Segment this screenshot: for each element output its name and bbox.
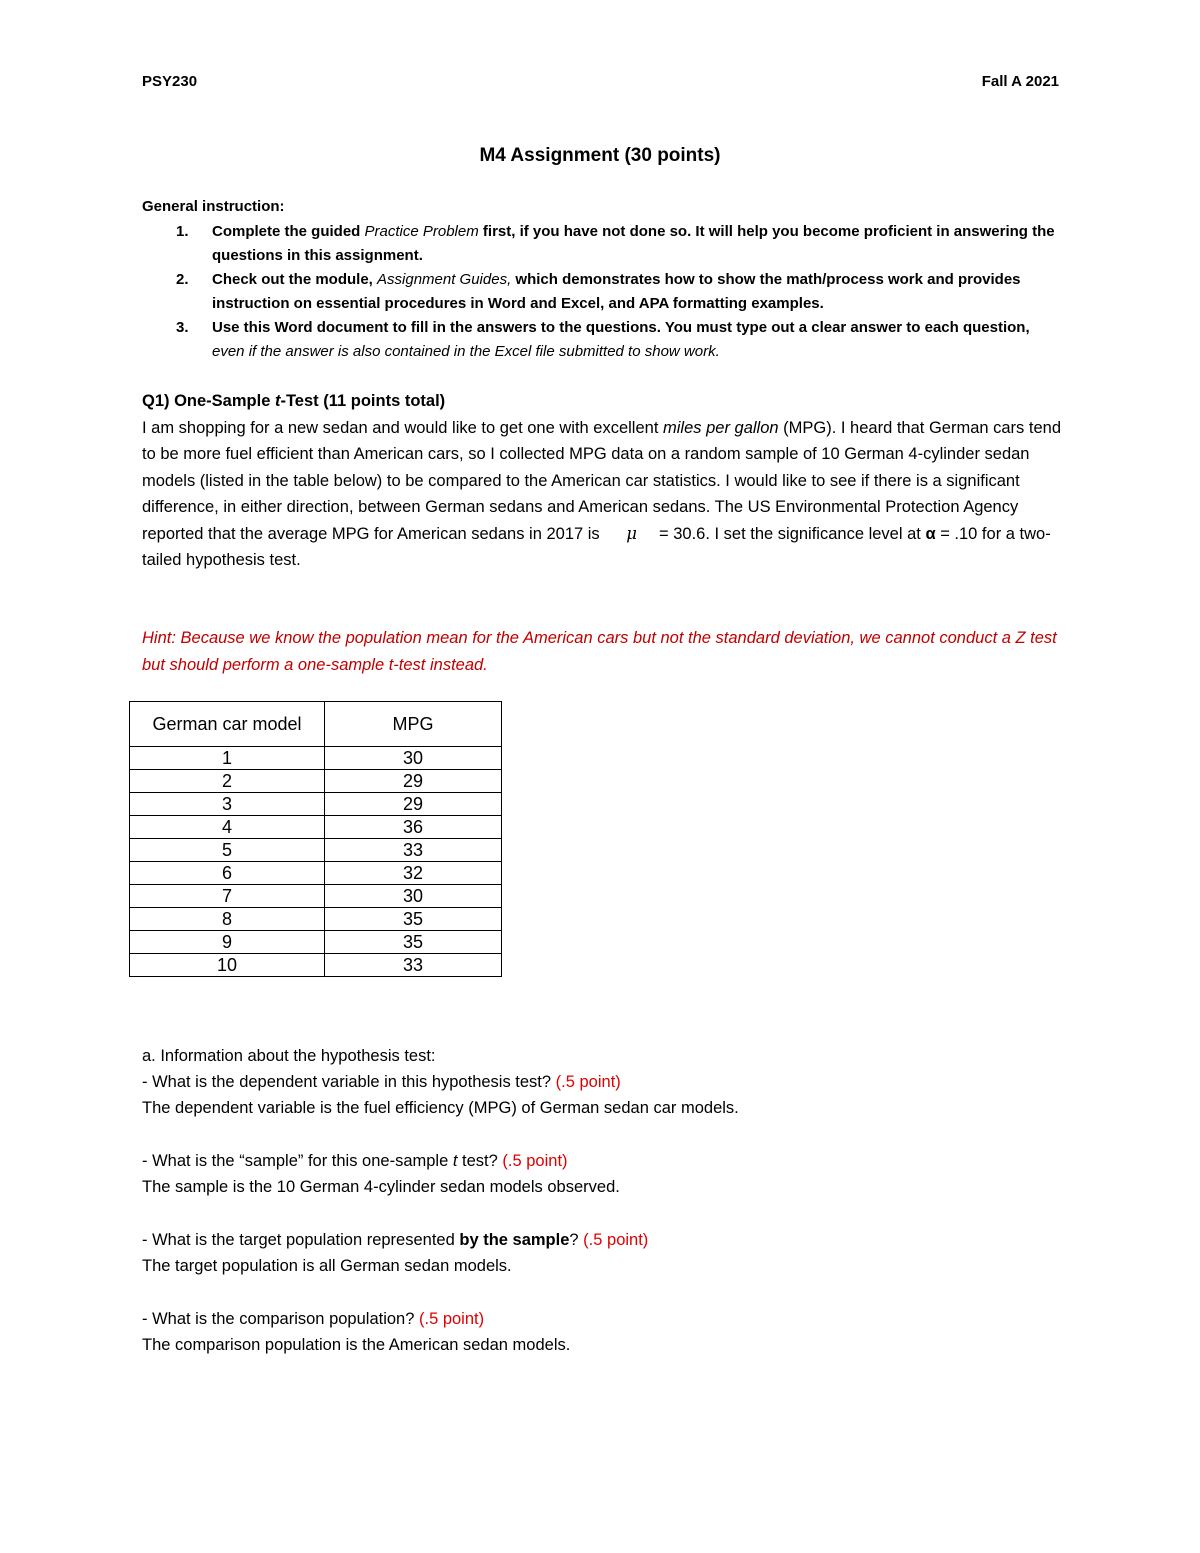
term-label: Fall A 2021 bbox=[981, 73, 1059, 90]
table-row: 5 33 bbox=[130, 839, 502, 862]
answer-a4: The comparison population is the American sedan models. bbox=[142, 1336, 571, 1354]
table-header-row bbox=[130, 702, 502, 747]
instruction-item: 3. Use this Word document to fill in the answers to the questions. You must type out a clear answer to each question, even if the answer is also contained in the Excel file submitted to show work. bbox=[176, 319, 1030, 360]
table-row: 1 30 bbox=[130, 747, 502, 770]
points-label: (.5 point) bbox=[502, 1152, 568, 1170]
table-row: 2 29 bbox=[130, 770, 502, 793]
page-title: M4 Assignment (30 points) bbox=[479, 145, 721, 166]
column-header-mpg: MPG bbox=[325, 702, 502, 747]
instruction-item: 2. Check out the module, Assignment Guides, which demonstrates how to show the math/process work and provides instruction on essential procedures in Word and Excel, and APA formatting examples. bbox=[176, 271, 1021, 312]
question-a3: - What is the target population represented by the sample? (.5 point) The target population is all German sedan models. bbox=[142, 1231, 649, 1275]
points-label: (.5 point) bbox=[418, 1310, 485, 1328]
question-a2: - What is the “sample” for this one-sample t test? (.5 point) The sample is the 10 German 4-cylinder sedan models observed. bbox=[142, 1152, 620, 1196]
points-label: (.5 point) bbox=[583, 1231, 649, 1249]
answer-a2: The sample is the 10 German 4-cylinder sedan models observed. bbox=[142, 1178, 620, 1196]
mu-symbol: μ bbox=[626, 523, 637, 543]
table-row: 9 35 bbox=[130, 931, 502, 954]
part-a-intro: a. Information about the hypothesis test: bbox=[142, 1047, 436, 1065]
question-a4: - What is the comparison population? (.5 point) The comparison population is the American sedan models. bbox=[142, 1310, 571, 1354]
table-row: 7 30 bbox=[130, 885, 502, 908]
points-label: (.5 point) bbox=[555, 1073, 621, 1091]
question-1-body: I am shopping for a new sedan and would like to get one with excellent miles per gallon (MPG). I heard that German cars tend to be more fuel efficient than American cars, so I collected MPG data on a random sample of 10 German 4-cylinder sedan models (listed in the table below) to be compared to the American car statistics. I would like to see if there is a significant difference, in either direction, between German sedans and American sedans. The US Environmental Protection Agency reported that the average MPG for American sedans in 2017 is μ = 30.6. I set the significance level at α = .10 for a two-tailed hypothesis test. bbox=[142, 418, 1062, 569]
instruction-list bbox=[142, 220, 1062, 364]
answer-a1: The dependent variable is the fuel efficiency (MPG) of German sedan car models. bbox=[142, 1099, 739, 1117]
question-a1: - What is the dependent variable in this hypothesis test? (.5 point) The dependent variable is the fuel efficiency (MPG) of German sedan car models. bbox=[142, 1073, 739, 1117]
table-row: 3 29 bbox=[130, 793, 502, 816]
question-1 bbox=[142, 388, 1062, 574]
alpha-symbol: α bbox=[925, 524, 936, 543]
course-code: PSY230 bbox=[142, 73, 198, 90]
instruction-item: 1. Complete the guided Practice Problem first, if you have not done so. It will help you become proficient in answering the questions in this assignment. bbox=[176, 223, 1055, 264]
general-instruction-heading: General instruction: bbox=[142, 198, 285, 215]
table-row: 10 33 bbox=[130, 954, 502, 977]
answer-a3: The target population is all German sedan models. bbox=[142, 1257, 512, 1275]
table-row: 4 36 bbox=[130, 816, 502, 839]
hint-text: Hint: Because we know the population mean for the American cars but not the standard deviation, we cannot conduct a Z test but should perform a one-sample t-test instead. bbox=[142, 629, 1057, 674]
column-header-model: German car model bbox=[130, 702, 325, 747]
table-row: 6 32 bbox=[130, 862, 502, 885]
answers-section bbox=[142, 1043, 1062, 1385]
mpg-table bbox=[129, 701, 502, 977]
question-1-heading: Q1) One-Sample t-Test (11 points total) bbox=[142, 392, 446, 410]
table-row: 8 35 bbox=[130, 908, 502, 931]
